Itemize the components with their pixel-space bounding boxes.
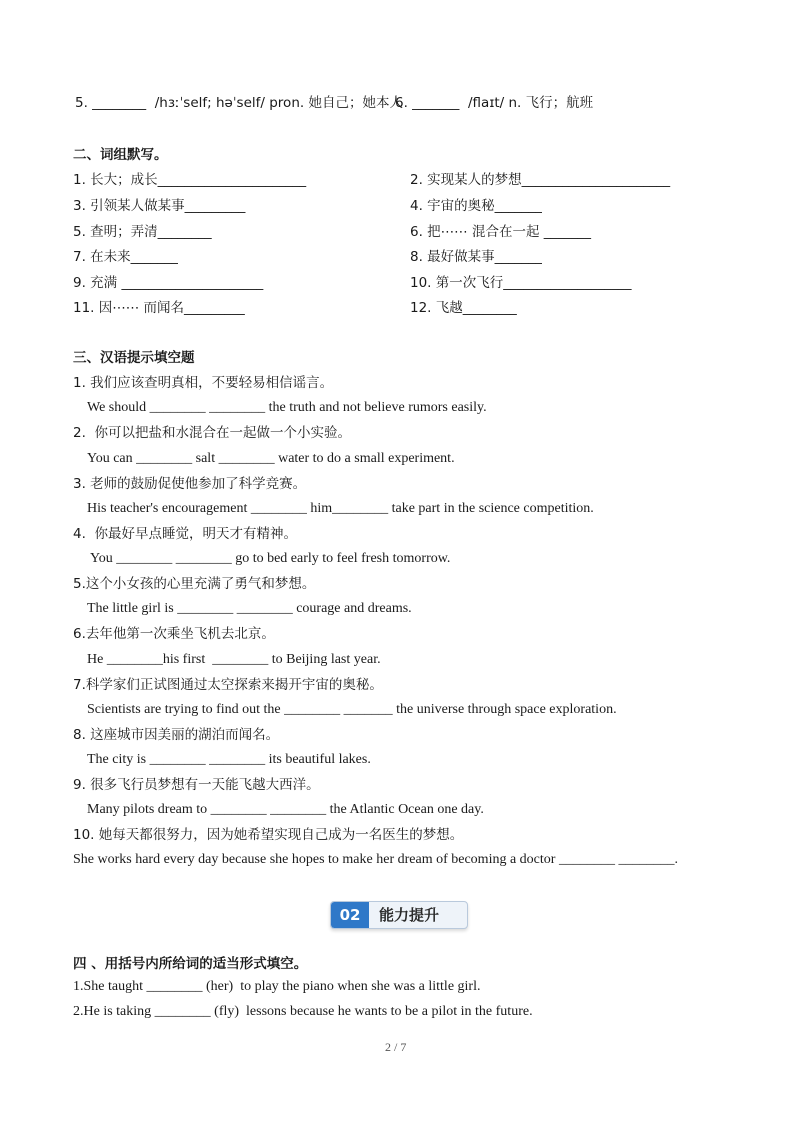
phrase-item: 11. 因⋯⋯ 而闻名_________ <box>73 300 245 316</box>
question-cn: 2. 你可以把盐和水混合在一起做一个小实验。 <box>73 425 351 441</box>
phrase-item: 9. 充满 _____________________ <box>73 275 264 291</box>
vocab-item-5: 5. ________ /hɜːˈself; həˈself/ pron. 她自己；她本人 <box>75 95 403 111</box>
question-en: He ________his first ________ to Beijing last year. <box>87 652 381 667</box>
question-cn: 10. 她每天都很努力，因为她希望实现自己成为一名医生的梦想。 <box>73 827 464 843</box>
phrase-item: 8. 最好做某事_______ <box>410 249 542 265</box>
question-en: The city is ________ ________ its beautiful lakes. <box>87 752 371 767</box>
phrase-item: 1. 长大；成长______________________ <box>73 172 307 188</box>
question-cn: 8. 这座城市因美丽的湖泊而闻名。 <box>73 727 280 743</box>
phrase-item: 12. 飞越________ <box>410 300 517 316</box>
question-en: We should ________ ________ the truth and not believe rumors easily. <box>87 400 487 415</box>
page-number: 2 / 7 <box>385 1040 407 1054</box>
section4-heading: 四 、用括号内所给词的适当形式填空。 <box>73 956 308 972</box>
question-cn: 3. 老师的鼓励促使他参加了科学竞赛。 <box>73 476 307 492</box>
question-en: Many pilots dream to ________ ________ the Atlantic Ocean one day. <box>87 802 484 817</box>
phrase-item: 6. 把⋯⋯ 混合在一起 _______ <box>410 224 592 240</box>
badge-label: 能力提升 <box>379 906 440 924</box>
section3-heading: 三、汉语提示填空题 <box>73 350 195 366</box>
question-en: She works hard every day because she hopes to make her dream of becoming a doctor ________ ________. <box>73 852 678 867</box>
section-badge <box>330 901 468 929</box>
question-cn: 9. 很多飞行员梦想有一天能飞越大西洋。 <box>73 777 320 793</box>
question-en: You can ________ salt ________ water to do a small experiment. <box>87 451 455 466</box>
phrase-item: 7. 在未来_______ <box>73 249 178 265</box>
question-cn: 7.科学家们正试图通过太空探索来揭开宇宙的奥秘。 <box>73 677 383 693</box>
phrase-item: 4. 宇宙的奥秘_______ <box>410 198 542 214</box>
section2-heading: 二、词组默写。 <box>73 147 168 163</box>
question-cn: 4. 你最好早点睡觉，明天才有精神。 <box>73 526 297 542</box>
phrase-item: 10. 第一次飞行___________________ <box>410 275 632 291</box>
question-en: His teacher's encouragement ________ him________ take part in the science competition. <box>87 501 594 516</box>
badge-number: 02 <box>331 902 369 928</box>
exercise-item: 2.He is taking ________ (fly) lessons because he wants to be a pilot in the future. <box>73 1004 533 1019</box>
question-cn: 1. 我们应该查明真相，不要轻易相信谣言。 <box>73 375 334 391</box>
question-cn: 5.这个小女孩的心里充满了勇气和梦想。 <box>73 576 316 592</box>
question-en: You ________ ________ go to bed early to feel fresh tomorrow. <box>87 551 451 566</box>
question-en: Scientists are trying to find out the ________ _______ the universe through space exploration. <box>87 702 617 717</box>
phrase-item: 2. 实现某人的梦想______________________ <box>410 172 671 188</box>
phrase-item: 3. 引领某人做某事_________ <box>73 198 246 214</box>
vocab-item-6: 6. _______ /flaɪt/ n. 飞行；航班 <box>395 95 594 111</box>
question-en: The little girl is ________ ________ courage and dreams. <box>87 601 412 616</box>
phrase-item: 5. 查明；弄清________ <box>73 224 212 240</box>
exercise-item: 1.She taught ________ (her) to play the piano when she was a little girl. <box>73 979 481 994</box>
question-cn: 6.去年他第一次乘坐飞机去北京。 <box>73 626 275 642</box>
